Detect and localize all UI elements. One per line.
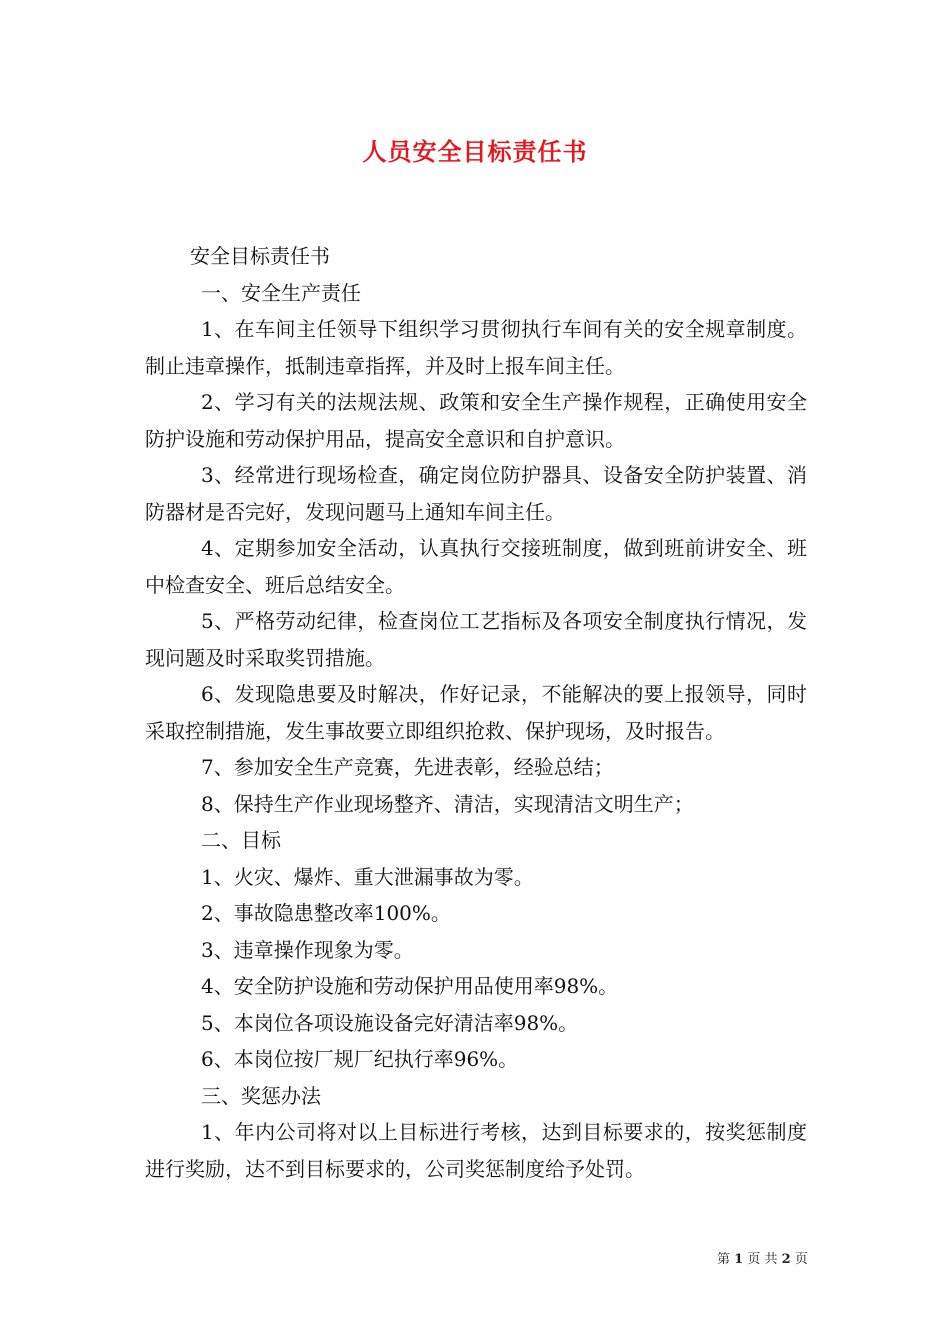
footer-middle: 页 共 bbox=[747, 1252, 778, 1267]
paragraph: 2、学习有关的法规法规、政策和安全生产操作规程，正确使用安全防护设施和劳动保护用品，提高安全意识和自护意识。 bbox=[145, 390, 807, 451]
paragraph: 6、本岗位按厂规厂纪执行率96%。 bbox=[201, 1047, 519, 1071]
paragraph: 7、参加安全生产竞赛，先进表彰，经验总结； bbox=[201, 755, 614, 779]
paragraph: 1、火灾、爆炸、重大泄漏事故为零。 bbox=[201, 864, 534, 889]
paragraph: 4、定期参加安全活动，认真执行交接班制度，做到班前讲安全、班中检查安全、班后总结安全。 bbox=[145, 536, 807, 597]
section-heading-1: 一、安全生产责任 bbox=[201, 280, 361, 305]
paragraph: 8、保持生产作业现场整齐、清洁，实现清洁文明生产； bbox=[201, 791, 694, 816]
paragraph: 3、经常进行现场检查，确定岗位防护器具、设备安全防护装置、消防器材是否完好，发现问题马上通知车间主任。 bbox=[145, 463, 807, 524]
paragraph: 4、安全防护设施和劳动保护用品使用率98%。 bbox=[201, 974, 619, 998]
paragraph: 1、在车间主任领导下组织学习贯彻执行车间有关的安全规章制度。制止违章操作，抵制违章指挥，并及时上报车间主任。 bbox=[145, 317, 807, 378]
paragraph: 5、本岗位各项设施设备完好清洁率98%。 bbox=[201, 1010, 579, 1035]
footer-total-pages: 2 bbox=[781, 1252, 791, 1267]
footer-current-page: 1 bbox=[734, 1252, 744, 1267]
footer-suffix: 页 bbox=[794, 1252, 808, 1267]
paragraph: 2、事故隐患整改率100%。 bbox=[201, 901, 451, 925]
document-title: 人员安全目标责任书 bbox=[362, 137, 588, 166]
paragraph: 3、违章操作现象为零。 bbox=[201, 937, 414, 962]
footer-prefix: 第 bbox=[717, 1252, 731, 1267]
paragraph: 1、年内公司将对以上目标进行考核，达到目标要求的，按奖惩制度进行奖励，达不到目标要求的，公司奖惩制度给予处罚。 bbox=[145, 1120, 807, 1181]
paragraph: 6、发现隐患要及时解决，作好记录，不能解决的要上报领导，同时采取控制措施，发生事故要立即组织抢救、保护现场，及时报告。 bbox=[145, 682, 807, 743]
section-heading-2: 二、目标 bbox=[201, 828, 281, 852]
paragraph: 5、严格劳动纪律，检查岗位工艺指标及各项安全制度执行情况，发现问题及时采取奖罚措施。 bbox=[145, 609, 807, 670]
document-body bbox=[145, 238, 807, 1187]
section-heading-3: 三、奖惩办法 bbox=[201, 1083, 321, 1108]
page-footer bbox=[717, 1248, 808, 1267]
paragraph-heading: 安全目标责任书 bbox=[190, 244, 330, 268]
